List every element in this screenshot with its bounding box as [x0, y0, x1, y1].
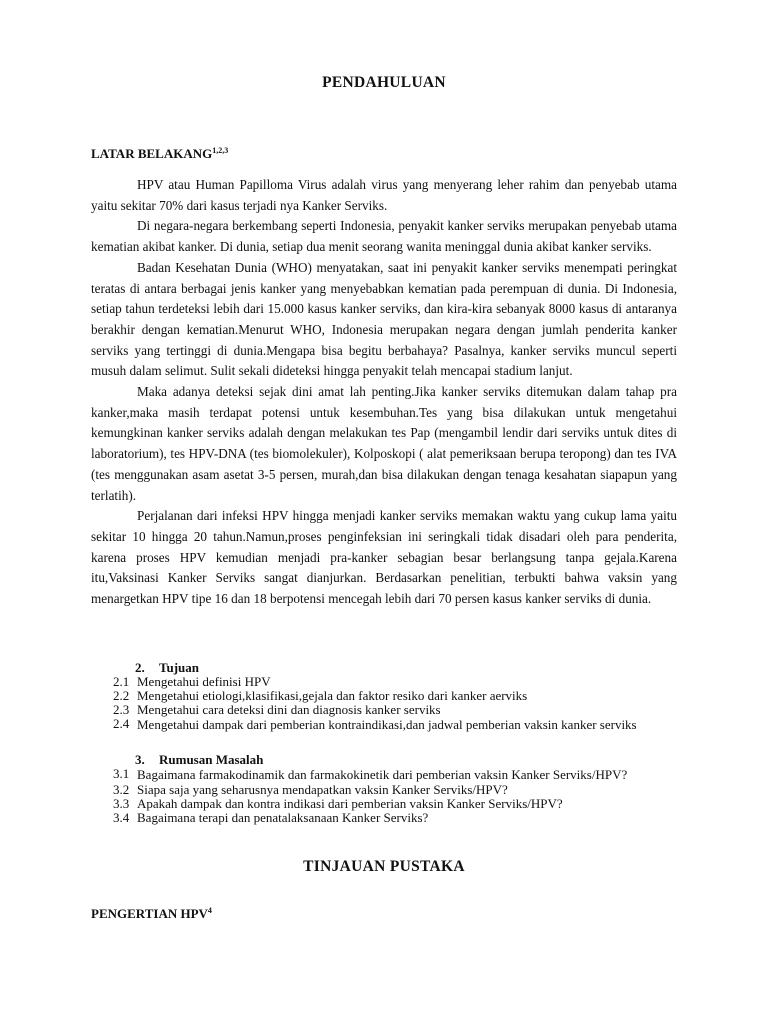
- subheading-pengertian-hpv: [91, 906, 212, 922]
- list-item: [113, 675, 677, 689]
- tujuan-list: [113, 675, 677, 733]
- list-item-number: 3.4: [113, 810, 130, 825]
- latar-belakang-title: LATAR BELAKANG: [91, 146, 213, 161]
- list-item: [113, 767, 677, 783]
- list-item-text: Apakah dampak dan kontra indikasi dari pemberian vaksin Kanker Serviks/HPV?: [137, 796, 563, 811]
- latar-belakang-body: [91, 175, 677, 610]
- paragraph-4: Maka adanya deteksi sejak dini amat lah penting.Jika kanker serviks ditemukan dalam tahap pra kanker,maka masih terdapat potensi untuk kesembuhan.Tes yang bisa dilakukan untuk mengetahui kemungkinan kanker serviks adalah dengan melakukan tes Pap (mengambil lendir dari serviks untuk dites di laboratorium), tes HPV-DNA (tes biomolekuler), Kolposkopi ( alat pemeriksaan berupa teropong) dan tes IVA (tes menggunakan asam asetat 3-5 persen, murah,dan bisa dilakukan dengan tenaga kesahatan siapapun yang terlatih).: [91, 384, 677, 503]
- list-item-number: 2.1: [113, 674, 130, 689]
- rumusan-list: [113, 767, 677, 825]
- tujuan-number: 2.: [135, 660, 145, 675]
- list-item-text: Mengetahui etiologi,klasifikasi,gejala dan faktor resiko dari kanker aerviks: [137, 688, 528, 703]
- list-item-text: Mengetahui dampak dari pemberian kontraindikasi,dan jadwal pemberian vaksin kanker serviks: [137, 717, 637, 732]
- list-item-number: 3.1: [113, 766, 130, 781]
- list-item: [113, 689, 677, 703]
- heading-tinjauan-pustaka: TINJAUAN PUSTAKA: [303, 858, 465, 875]
- list-item-number: 3.2: [113, 782, 130, 797]
- latar-belakang-reference: 1,2,3: [212, 146, 229, 155]
- list-item-number: 2.2: [113, 688, 130, 703]
- list-item-number: 2.4: [113, 716, 130, 731]
- paragraph-5: Perjalanan dari infeksi HPV hingga menjadi kanker serviks memakan waktu yang cukup lama yaitu sekitar 10 hingga 20 tahun.Namun,proses penginfeksian ini seringkali tidak disadari oleh para penderita, karena proses HPV kemudian menjadi pra-kanker sebagian besar berlangsung tanpa gejala.Karena itu,Vaksinasi Kanker Serviks sangat dianjurkan. Berdasarkan penelitian, terbukti bahwa vaksin yang menargetkan HPV tipe 16 dan 18 berpotensi mencegah lebih dari 70 persen kasus kanker serviks di dunia.: [91, 508, 677, 607]
- list-item-text: Bagaimana terapi dan penatalaksanaan Kanker Serviks?: [137, 810, 429, 825]
- list-item-text: Siapa saja yang seharusnya mendapatkan vaksin Kanker Serviks/HPV?: [137, 782, 508, 797]
- pengertian-reference: 4: [207, 906, 212, 915]
- list-item-text: Mengetahui definisi HPV: [137, 674, 271, 689]
- list-item-text: Mengetahui cara deteksi dini dan diagnosis kanker serviks: [137, 702, 441, 717]
- rumusan-number: 3.: [135, 752, 145, 767]
- subheading-latar-belakang: [91, 146, 228, 162]
- list-item-number: 3.3: [113, 796, 130, 811]
- list-item-number: 2.3: [113, 702, 130, 717]
- paragraph-1: HPV atau Human Papilloma Virus adalah virus yang menyerang leher rahim dan penyebab utama yaitu sekitar 70% dari kasus terjadi nya Kanker Serviks.: [91, 177, 677, 213]
- list-item: [113, 717, 677, 733]
- list-item: [113, 783, 677, 797]
- rumusan-title: Rumusan Masalah: [159, 752, 264, 767]
- paragraph-3: Badan Kesehatan Dunia (WHO) menyatakan, saat ini penyakit kanker serviks menempati peringkat teratas di antara berbagai jenis kanker yang menyebabkan kematian pada perempuan di dunia. Di Indonesia, setiap tahun terdeteksi lebih dari 15.000 kasus kanker serviks, dan kira-kira sebanyak 8000 kasus di antaranya berakhir dengan kematian.Menurut WHO, Indonesia merupakan negara dengan jumlah penderita kanker serviks yang tertinggi di dunia.Mengapa bisa begitu berbahaya? Pasalnya, kanker serviks muncul seperti musuh dalam selimut. Sulit sekali dideteksi hingga penyakit telah mencapai stadium lanjut.: [91, 259, 677, 379]
- tujuan-title: Tujuan: [159, 660, 199, 675]
- heading-pendahuluan: PENDAHULUAN: [322, 74, 446, 91]
- list-item: [113, 797, 677, 811]
- paragraph-2: Di negara-negara berkembang seperti Indonesia, penyakit kanker serviks merupakan penyebab utama kematian akibat kanker. Di dunia, setiap dua menit seorang wanita meninggal dunia akibat kanker serviks.: [91, 218, 677, 255]
- list-item-text: Bagaimana farmakodinamik dan farmakokinetik dari pemberian vaksin Kanker Serviks/HPV?: [137, 767, 628, 782]
- list-item: [113, 811, 677, 825]
- pengertian-title: PENGERTIAN HPV: [91, 906, 208, 921]
